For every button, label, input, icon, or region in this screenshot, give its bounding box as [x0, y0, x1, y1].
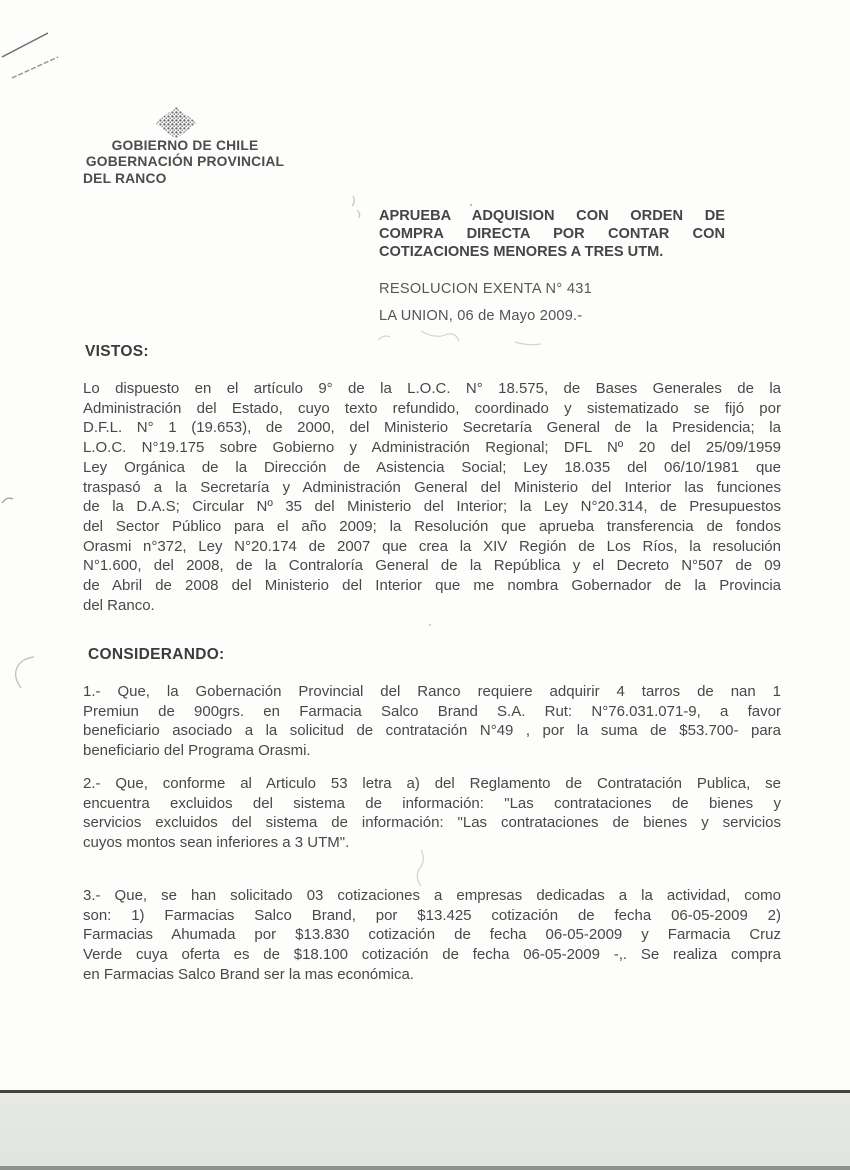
- text-line: del Sector Público para el año 2009; la Resolución que aprueba transferencia de fondos: [83, 517, 781, 535]
- text-line: COTIZACIONES MENORES A TRES UTM.: [379, 244, 664, 261]
- scan-mark-paren-curl: [16, 657, 34, 688]
- text-line: 3.- Que, se han solicitado 03 cotizaciones a empresas dedicadas a la actividad, como: [83, 887, 781, 904]
- scan-speck-2: [429, 624, 431, 626]
- text-line: COMPRA DIRECTA POR CONTAR CON: [379, 226, 725, 243]
- scan-smudge-above-paragraph3: [417, 850, 423, 886]
- text-line: beneficiario asociado a la solicitud de contratación N°49 , por la suma de $53.700- para: [83, 722, 781, 740]
- text-line: Lo dispuesto en el artículo 9° de la L.O.C. N° 18.575, de Bases Generales de la: [83, 380, 781, 397]
- text-line: N°1.600, del 2008, de la Contraloría General de la República y el Decreto N°507 de 09: [83, 557, 781, 575]
- text-line: 2.- Que, conforme al Articulo 53 letra a) del Reglamento de Contratación Publica, se: [83, 775, 781, 792]
- text-line: encuentra excluidos del sistema de información: "Las contrataciones de bienes y: [83, 794, 781, 812]
- text-line: DEL RANCO: [83, 170, 167, 186]
- scan-mark-diagonal-2: [12, 57, 58, 78]
- text-line: de la D.A.S; Circular Nº 35 del Ministerio del Interior; la Ley N°20.314, de Presupuestos: [83, 498, 781, 516]
- text-line: 1.- Que, la Gobernación Provincial del Ranco requiere adquirir 4 tarros de nan 1: [83, 683, 781, 700]
- scan-smudges-under-date: [378, 331, 541, 345]
- text-line: GOBIERNO DE CHILE: [111, 138, 259, 153]
- text-line: APRUEBA ADQUISION CON ORDEN DE: [379, 208, 725, 224]
- chile-government-emblem-icon: [155, 107, 197, 139]
- text-line: Verde cuya oferta es de $18.100 cotización de fecha 06-05-2009 -,. Se realiza compra: [83, 946, 781, 964]
- considerando-paragraph-1: [83, 682, 781, 761]
- text-line: son: 1) Farmacias Salco Brand, por $13.425 cotización de fecha 06-05-2009 2): [83, 906, 781, 924]
- vistos-body-paragraph: [83, 379, 781, 615]
- scan-speck-1: [470, 204, 472, 206]
- scan-smudges-near-title: [352, 196, 360, 218]
- text-line: del Ranco.: [83, 596, 155, 614]
- text-line: Ley Orgánica de la Dirección de Asistencia Social; Ley 18.035 del 06/10/1981 que: [83, 458, 781, 476]
- vistos-heading: VISTOS:: [85, 343, 149, 360]
- text-line: Orasmi n°372, Ley N°20.174 de 2007 que crea la XIV Región de Los Ríos, la resolución: [83, 537, 781, 555]
- resolution-subject: [379, 207, 725, 262]
- scan-mark-diagonal-1: [2, 33, 48, 57]
- text-line: servicios excluidos del sistema de información: "Las contrataciones de bienes y servicios: [83, 814, 781, 832]
- text-line: D.F.L. N° 1 (19.653), de 2000, del Ministerio Secretaría General de la Presidencia; la: [83, 419, 781, 437]
- text-line: L.O.C. N°19.175 sobre Gobierno y Administración Regional; DFL Nº 20 del 25/09/1959: [83, 439, 781, 457]
- considerando-paragraph-2: [83, 774, 781, 853]
- scanner-bed-edge: [0, 1090, 850, 1170]
- text-line: Farmacias Ahumada por $13.830 cotización de fecha 06-05-2009 y Farmacia Cruz: [83, 926, 781, 944]
- text-line: Administración del Estado, cuyo texto refundido, coordinado y sistematizado se fijó por: [83, 399, 781, 417]
- letterhead-org-name: [83, 138, 287, 187]
- text-line: en Farmacias Salco Brand ser la mas económica.: [83, 965, 414, 983]
- text-line: GOBERNACIÓN PROVINCIAL: [85, 154, 285, 170]
- scan-mark-tilde: [2, 498, 13, 503]
- text-line: cuyos montos sean inferiores a 3 UTM".: [83, 834, 350, 852]
- resolution-number: RESOLUCION EXENTA N° 431: [379, 281, 593, 297]
- considerando-paragraph-3: [83, 886, 781, 985]
- considerando-heading: CONSIDERANDO:: [88, 646, 225, 663]
- text-line: beneficiario del Programa Orasmi.: [83, 742, 311, 760]
- text-line: Premiun de 900grs. en Farmacia Salco Brand S.A. Rut: N°76.031.071-9, a favor: [83, 702, 781, 720]
- text-line: de Abril de 2008 del Ministerio del Interior que me nombra Gobernador de la Provincia: [83, 577, 781, 595]
- place-and-date: LA UNION, 06 de Mayo 2009.-: [379, 308, 583, 324]
- text-line: traspasó a la Secretaría y Administración General del Ministerio del Interior las funciones: [83, 478, 781, 496]
